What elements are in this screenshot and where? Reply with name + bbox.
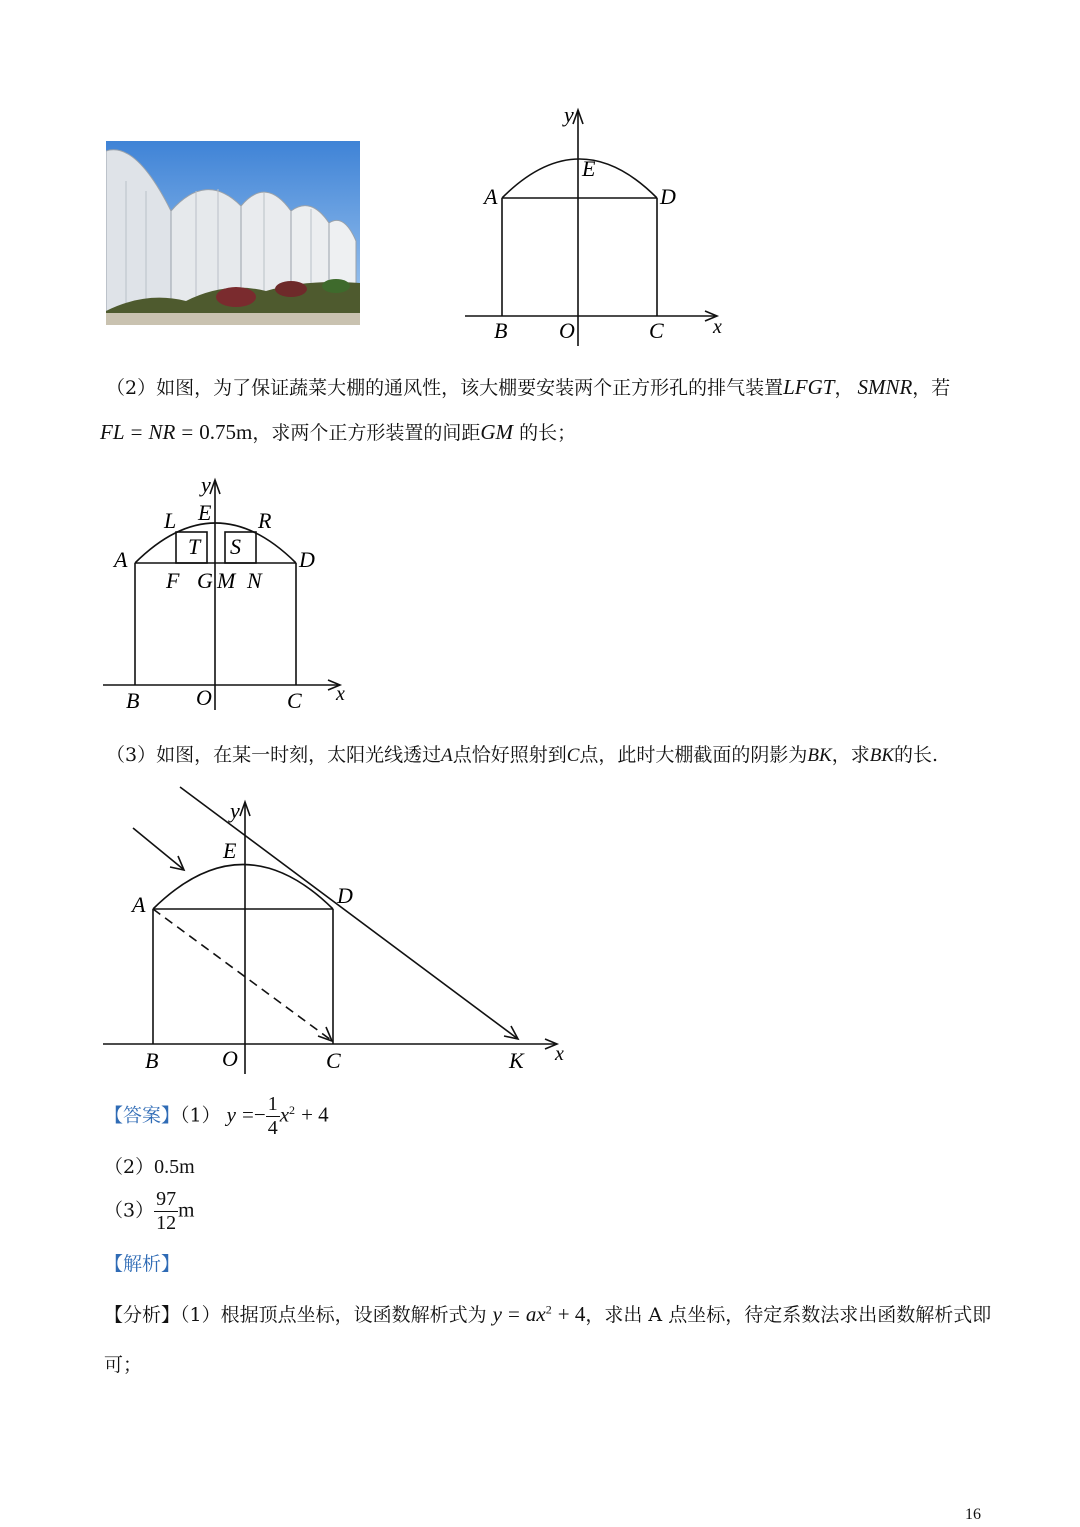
fig2-label-C: C [287,688,302,713]
fig3-label-y: y [230,798,240,823]
fig2-label-S: S [230,534,241,559]
figure-1-coordinate-diagram [460,100,760,350]
analysis-heading [104,1249,180,1279]
fig2-label-E: E [198,500,212,525]
answer-tag: 【答案】 [104,1104,181,1127]
page-number: 16 [965,1506,981,1523]
answer-3-fraction [154,1188,178,1235]
answer-1-eq: = [242,1102,254,1127]
q2-sep: ， [834,377,854,399]
fig3-label-K: K [509,1048,524,1073]
answer-1-fraction [266,1093,280,1140]
q3-c: C [566,745,580,766]
analysis-line-2 [104,1350,142,1380]
fig2-label-L: L [164,508,177,533]
fig2-label-R: R [258,508,272,533]
q3-t1: 点恰好照射到 [452,744,567,766]
fig2-label-A: A [114,547,128,572]
fig3-label-C: C [326,1048,341,1073]
q2-square-1: LFGT [783,375,835,399]
q3-t3: ，求 [831,744,870,766]
answer-1-denominator: 4 [267,1117,278,1139]
analysis-y: y [492,1302,502,1326]
fig2-label-T: T [188,534,201,559]
analysis-tag: 【解析】 [104,1253,181,1275]
fig1-label-O: O [559,318,575,343]
q3-a: A [441,745,453,766]
answer-line-3 [104,1188,194,1235]
q2-eq1: = [130,420,143,444]
analysis-text-1: （1）根据顶点坐标，设函数解析式为 [180,1304,487,1326]
answer-3-unit: m [178,1197,195,1222]
analysis-square: 2 [545,1302,552,1317]
fig3-label-O: O [222,1046,238,1071]
fig2-label-G: G [197,568,213,593]
question-2-line-2 [100,416,980,450]
fig1-label-B: B [494,318,508,343]
q3-t2: 点，此时大棚截面的阴影为 [579,744,808,766]
answer-3-numerator: 97 [156,1188,177,1210]
q2-prefix: （2）如图，为了保证蔬菜大棚的通风性，该大棚要安装两个正方形孔的排气装置 [106,377,784,399]
fig3-label-E: E [223,838,237,863]
fig1-label-A: A [484,184,498,209]
analysis-fenxi-tag: 【分析】 [104,1304,181,1326]
analysis-text-2: ，求出 A 点坐标，待定系数法求出函数解析式即 [585,1304,992,1326]
fig1-label-y: y [564,102,574,127]
figure-2-coordinate-diagram [100,470,360,720]
q2-square-2: SMNR [857,375,913,399]
q2-eq2: = [181,420,194,444]
fig2-label-y: y [201,472,211,497]
fig1-label-E: E [582,156,596,181]
answer-line-2 [104,1151,195,1183]
answer-part-2-label: （2） [104,1156,155,1178]
answer-1-y: y [226,1102,236,1127]
answer-1-plus4: + 4 [301,1102,329,1127]
fig3-label-D: D [337,883,353,908]
q3-t4: 的长. [894,744,939,766]
answer-1-x: x [279,1102,290,1127]
answer-part-3-label: （3） [104,1199,155,1222]
fig3-label-A: A [132,892,146,917]
q2-ruo: ，若 [912,377,951,399]
fig2-label-O: O [196,685,212,710]
analysis-eq: = [508,1302,520,1326]
fig2-label-B: B [126,688,140,713]
answer-1-square: 2 [289,1103,296,1118]
q2-fl: FL [100,420,125,444]
q3-prefix: （3）如图，在某一时刻，太阳光线透过 [106,744,442,766]
fig2-label-x: x [336,683,345,705]
q2-gm: GM [480,420,514,444]
fig3-label-B: B [145,1048,159,1073]
greenhouse-photo [106,141,360,325]
figure-3-sunlight-diagram [100,782,580,1082]
q2-value: 0.75m [199,420,253,444]
analysis-text-3: 可； [104,1354,143,1376]
q3-bk-1: BK [807,745,832,766]
answer-line-1 [104,1093,329,1140]
q2-mid: ，求两个正方形装置的间距 [252,422,481,444]
answer-part-1-label: （1） [180,1104,221,1127]
fig2-label-M: M [217,568,236,593]
question-2 [106,371,986,405]
fig1-label-C: C [649,318,664,343]
fig2-label-F: F [166,568,180,593]
q3-bk-2: BK [869,745,894,766]
answer-2-value: 0.5m [154,1156,195,1178]
fig2-label-N: N [247,568,262,593]
fig3-label-x: x [555,1043,564,1065]
analysis-plus4: + 4 [557,1302,586,1326]
fig2-label-D: D [299,547,315,572]
analysis-ax: ax [525,1302,546,1326]
answer-1-minus: − [253,1102,266,1127]
q2-suffix: 的长； [519,422,577,444]
analysis-line-1 [104,1298,1004,1332]
q2-nr: NR [148,420,176,444]
question-3 [106,740,1006,771]
answer-1-numerator: 1 [267,1093,278,1115]
fig1-label-x: x [713,316,722,338]
answer-3-denominator: 12 [156,1212,177,1234]
fig1-label-D: D [660,184,676,209]
